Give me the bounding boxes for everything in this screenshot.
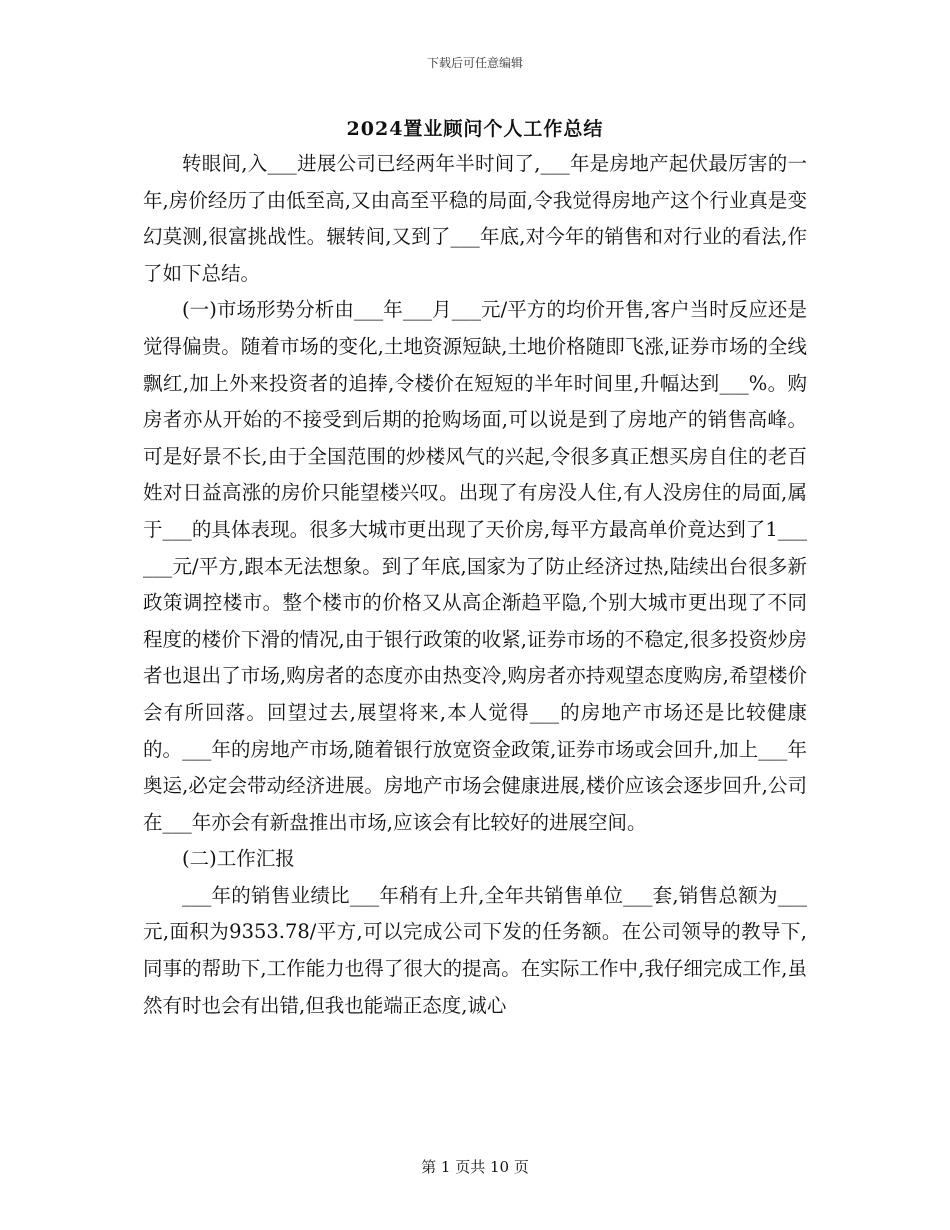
- paragraph-intro: 转眼间,入___进展公司已经两年半时间了,___年是房地产起伏最厉害的一年,房价经历了由低至高,又由高至平稳的局面,令我觉得房地产这个行业真是变幻莫测,很富挑战性。辗转间,又到了___年底,对今年的销售和对行业的看法,作了如下总结。: [143, 152, 807, 285]
- header-note: 下载后可任意编辑: [426, 56, 523, 70]
- page-number: 第 1 页共 10 页: [421, 1158, 529, 1176]
- paragraph-market-analysis: (一)市场形势分析由___年___月___元/平方的均价开售,客户当时反应还是觉得偏贵。随着市场的变化,土地资源短缺,土地价格随即飞涨,证券市场的全线飘红,加上外来投资者的追捧,令楼价在短短的半年时间里,升幅达到___%。购房者亦从开始的不接受到后期的抢购场面,可以说是到了房地产的销售高峰。可是好景不长,由于全国范围的炒楼风气的兴起,令很多真正想买房自住的老百姓对日益高涨的房价只能望楼兴叹。出现了有房没人住,有人没房住的局面,属于___的具体表现。很多大城市更出现了天价房,每平方最高单价竟达到了1______元/平方,跟本无法想象。到了年底,国家为了防止经济过热,陆续出台很多新政策调控楼市。整个楼市的价格又从高企渐趋平隐,个别大城市更出现了不同程度的楼价下滑的情况,由于银行政策的收紧,证券市场的不稳定,很多投资炒房者也退出了市场,购房者的态度亦由热变冷,购房者亦持观望态度购房,希望楼价会有所回落。回望过去,展望将来,本人觉得___的房地产市场还是比较健康的。___年的房地产市场,随着银行放宽资金政策,证券市场或会回升,加上___年奥运,必定会带动经济进展。房地产市场会健康进展,楼价应该会逐步回升,公司在___年亦会有新盘推出市场,应该会有比较好的进展空间。: [143, 298, 807, 834]
- document-title: 2024置业顾问个人工作总结: [346, 118, 604, 140]
- paragraph-work-report-heading: (二)工作汇报: [182, 847, 295, 871]
- document-body: [143, 146, 807, 1024]
- paragraph-work-report: ___年的销售业绩比___年稍有上升,全年共销售单位___套,销售总额为___元,面积为9353.78/平方,可以完成公司下发的任务额。在公司领导的教导下,同事的帮助下,工作能力也得了很大的提高。在实际工作中,我仔细完成工作,虽然有时也会有出错,但我也能端正态度,诚心: [143, 883, 807, 1017]
